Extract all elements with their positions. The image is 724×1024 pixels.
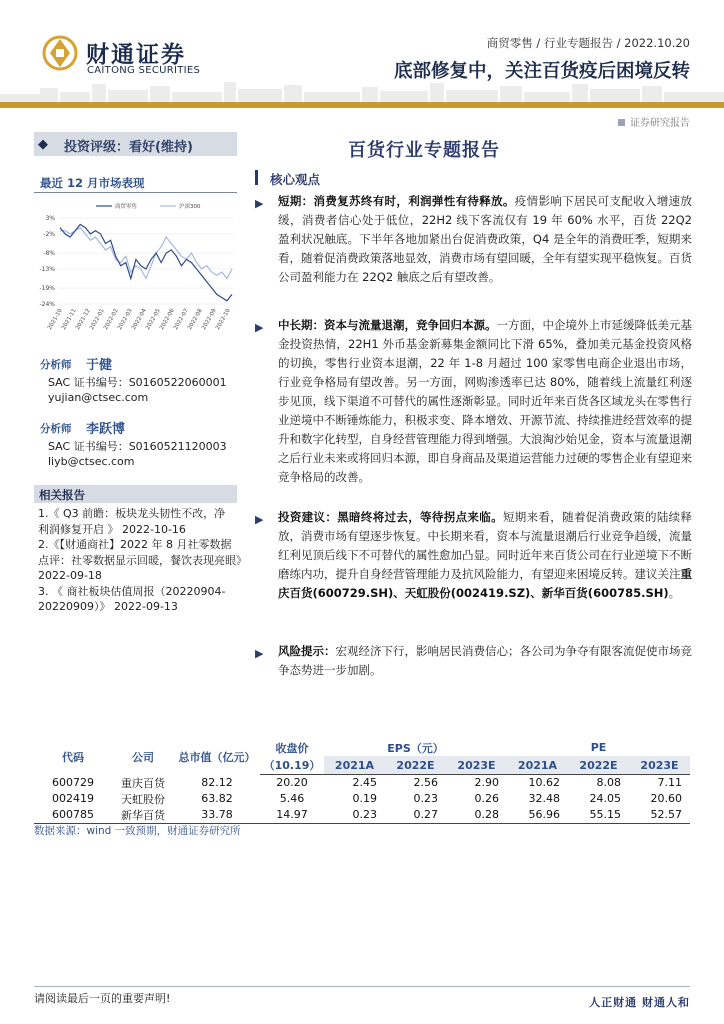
related-report-line[interactable]: 20220909）》 2022-09-13 [38,600,178,613]
x-tick-label: 2022-08 [187,308,204,331]
analyst-email[interactable]: liyb@ctsec.com [48,455,135,468]
col-eps: EPS（元） [387,741,444,755]
legend-label-hs300: 沪深300 [179,204,201,210]
col-eps-2023e: 2023E [446,756,507,775]
paragraph-body: 一方面，中企境外上市延缓降低美元基金投资热情，22H1 外币基金新募集金额同比下滑 65%，叠加美元基金投资风格的切换，零售行业资本退潮，22 年 1-8 月超过 100 家零售电商企业退出市场，行业竞争格局有望改善。另一方面，网购渗透率已达 80%，随着线上流量红利逐步见顶，线下渠道不可替代的属性逐渐彰显。同时近年来百货各区域龙头在零售行业逆境中不断锤炼能力，积极求变、降本增效、开源节流、持续推进经营效率的提升和数字化转型，自身经营管理能力得到增强。大浪淘沙始见金，资本与流量退潮之后行业未来或将回归本源，即自身商品及渠道运营能力过硬的零售企业有望迎来竞争格局的改善。 [278,318,692,484]
analyst-email[interactable]: yujian@ctsec.com [48,391,149,404]
col-eps-2022e: 2022E [385,756,446,775]
related-reports-list [38,506,247,615]
related-reports-title: 相关报告 [39,488,85,502]
paragraph-body: 短期来看，随着促消费政策的陆续释放，消费市场有望逐步恢复。中长期来看，资本与流量退潮后行业竞争趋缓，流量红利见顶后线下不可替代的属性愈加凸显。同时近年来百货公司在行业逆境下不断磨练内功，提升自身经营管理能力及抗风险能力，有望迎来困境反转。建议关注 [278,510,693,581]
col-close: 收盘价 [275,741,309,755]
logo-english: CAITONG SECURITIES [87,65,201,76]
related-reports-header [34,485,237,503]
divider [34,192,237,193]
x-tick-label: 2022-07 [173,308,190,331]
cell-cap: 63.82 [201,792,233,805]
cell-pe: 20.60 [650,792,682,805]
cell-pe: 55.15 [568,807,629,824]
bullet-icon: ▶ [255,197,264,210]
analyst-cert: SAC 证书编号：S0160521120003 [48,440,227,453]
cell-pe: 52.57 [629,807,690,824]
x-tick-label: 2022-01 [89,308,106,331]
paragraph-heading: 风险提示： [278,644,336,658]
x-tick-label: 2021-11 [61,308,78,331]
cell-eps: 0.19 [352,792,377,805]
y-tick-label: -19% [39,285,55,293]
col-company: 公司 [132,750,154,764]
recommended-stocks: 重庆百货(600729.SH)、天虹股份(002419.SZ)、新华百货(600785.SH) [278,567,692,600]
breadcrumb: 商贸零售 / 行业专题报告 / 2022.10.20 [486,36,690,50]
cell-pe: 56.96 [507,807,568,824]
core-views-title: 核心观点 [270,172,321,187]
cell-close: 5.46 [279,792,305,805]
cell-eps: 0.28 [446,807,507,824]
y-tick-label: -13% [39,265,55,273]
cell-code: 600785 [34,807,112,824]
cell-close: 20.20 [276,776,308,790]
col-code: 代码 [62,750,84,764]
related-report-line[interactable]: 2.《【财通商社】2022 年 8 月社零数据 [38,538,232,551]
x-tick-label: 2022-02 [103,308,120,331]
cell-code: 600729 [52,776,94,789]
cell-pe: 32.48 [528,792,560,805]
cell-pe: 24.05 [589,792,621,805]
col-pe-2022e: 2022E [568,756,629,775]
table-row [34,775,690,791]
cell-eps: 0.23 [324,807,385,824]
cell-eps: 0.23 [413,792,438,805]
paragraph-heading: 投资建议：黑暗终将过去，等待拐点来临。 [278,510,503,524]
cell-eps: 0.27 [385,807,446,824]
footer-disclaimer[interactable]: 请阅读最后一页的重要声明! [34,992,171,1005]
paragraph-short-term [255,192,692,287]
analyst-role: 分析师 [40,423,72,435]
cell-pe: 8.08 [596,776,621,790]
market-performance-chart [34,196,244,344]
cell-company: 重庆百货 [121,776,165,790]
section-marker [255,170,258,185]
col-market-cap: 总市值（亿元） [178,750,256,764]
x-tick-label: 2022-06 [159,308,176,331]
col-pe-2021a: 2021A [507,756,568,775]
cell-code: 002419 [52,792,94,805]
cell-company: 天虹股份 [121,792,165,806]
paragraph-long-term [255,316,692,487]
col-close-date: （10.19） [260,756,324,775]
cell-company: 新华百货 [112,807,174,824]
y-tick-label: -24% [39,301,55,308]
cell-pe: 7.11 [657,776,682,790]
related-report-line[interactable]: 利润修复开启 》 2022-10-16 [38,522,186,536]
cell-eps: 0.26 [474,792,499,805]
x-tick-label: 2022-03 [117,308,134,331]
analyst-role: 分析师 [40,359,72,371]
analyst-cert: SAC 证书编号：S0160522060001 [48,376,227,389]
x-tick-label: 2022-05 [145,308,162,331]
analyst-name: 李跃博 [86,422,126,437]
y-tick-label: -2% [43,230,55,238]
related-report-line[interactable]: 3. 《 商社板块估值周报（20220904- [38,584,226,598]
report-subtitle: 百货行业专题报告 [348,140,500,161]
table-row [34,791,690,807]
bullet-icon: ▶ [255,321,264,334]
analyst-name: 于健 [86,358,113,373]
report-title: 底部修复中，关注百货疫后困境反转 [393,61,690,82]
related-report-line[interactable]: 点评：社零数据显示回暖，餐饮表现亮眼》 [38,553,247,567]
footer-divider [34,986,690,987]
cell-eps: 2.56 [413,776,438,790]
cell-pe: 10.62 [528,776,560,790]
y-tick-label: -8% [43,250,55,258]
x-tick-label: 2021-10 [47,308,64,331]
col-eps-2021a: 2021A [324,756,385,775]
bullet-icon: ▶ [255,647,264,660]
cell-eps: 2.90 [474,776,499,790]
footer-slogan: 人正财通 财通人和 [589,996,690,1009]
paragraph-heading: 短期：消费复苏终有时，利润弹性有待释放。 [278,194,515,208]
logo-name: 财通证券 [86,42,186,68]
valuation-table [34,739,690,824]
paragraph-body: 宏观经济下行，影响居民消费信心；各公司为争夺有限客流促使市场竞争态势进一步加剧。 [278,644,692,677]
rating-text: 投资评级：看好(维持) [64,140,193,155]
paragraph-investment-advice [255,508,693,603]
col-pe: PE [590,741,607,754]
legend-label-retail: 商贸零售 [115,204,138,210]
paragraph-body: 疫情影响下居民可支配收入增速放缓，消费者信心处于低位，22H2 线下客流仅有 19 年 60% 水平，百货 22Q2 盈利状况触底。下半年各地加紧出台促消费政策，Q4 是全年的消费旺季，短期来看，随着促消费政策落地显效，消费市场有望回暖，全年有望实现平稳恢复。百货公司盈利能力在 22Q2 触底之后有望改善。 [278,194,692,284]
market-performance-title: 最近 12 月市场表现 [40,176,145,190]
x-tick-label: 2022-04 [131,308,148,331]
city-skyline-banner [0,80,724,104]
cell-eps: 2.45 [352,776,377,790]
diamond-icon: ◆ [38,137,48,152]
table-row [34,807,690,824]
cell-close: 14.97 [260,807,324,824]
rating-box [34,132,237,156]
related-report-line[interactable]: 1.《 Q3 前瞻：板块龙头韧性不改，净 [38,507,226,520]
series-line-retail [60,224,232,300]
x-tick-label: 2022-10 [215,308,232,331]
analyst-box [34,352,237,470]
data-source: 数据来源：wind 一致预期，财通证券研究所 [34,825,241,837]
bullet-icon: ▶ [255,513,264,526]
paragraph-heading: 中长期：资本与流量退潮，竞争回归本源。 [278,318,497,332]
research-label: 证券研究报告 [618,114,690,129]
x-tick-label: 2021-12 [75,308,92,331]
paragraph-risk [255,642,692,680]
related-report-line[interactable]: 2022-09-18 [38,569,102,582]
caitong-logo-icon [42,35,78,71]
cell-cap: 33.78 [174,807,260,824]
cell-cap: 82.12 [201,776,233,789]
header-gold-band [0,102,724,108]
y-tick-label: 3% [45,215,55,222]
x-tick-label: 2022-09 [201,308,218,331]
col-pe-2023e: 2023E [629,756,690,775]
paragraph-end: 。 [668,586,681,600]
